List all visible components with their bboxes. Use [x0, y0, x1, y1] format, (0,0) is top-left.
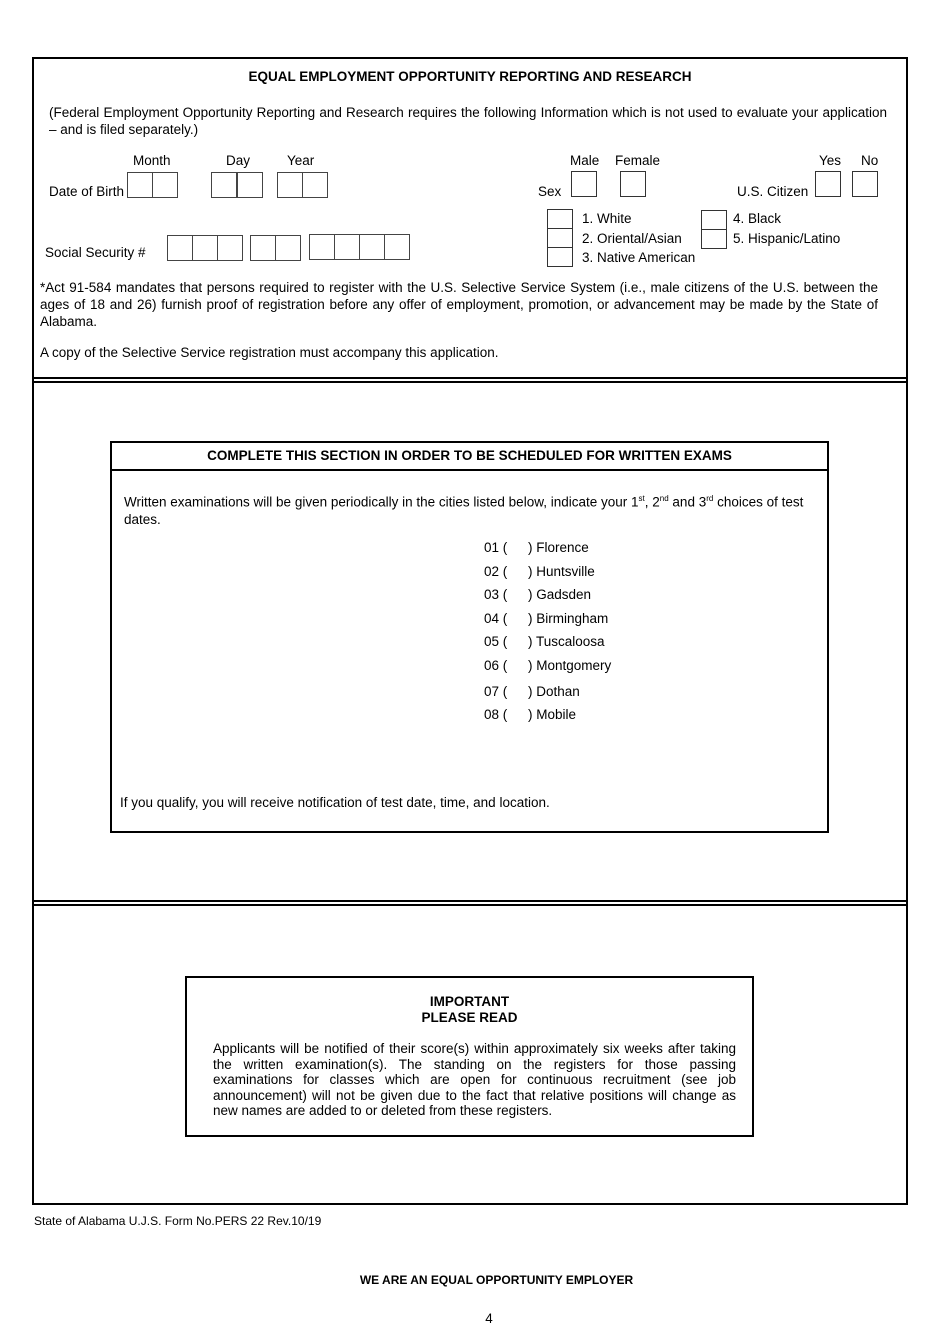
- city-code: 04 (: [484, 610, 508, 626]
- male-checkbox[interactable]: [571, 171, 597, 197]
- city-code: 01 (: [484, 540, 508, 555]
- city-name: ) Montgomery: [528, 657, 612, 673]
- year-label: Year: [287, 153, 315, 168]
- day-label: Day: [226, 153, 251, 168]
- city-name: ) Dothan: [528, 683, 580, 699]
- citizen-yes-checkbox[interactable]: [815, 171, 841, 197]
- eeo-intro: (Federal Employment Opportunity Reporting and Research requires the following Information which is not used to evaluate your application – and is filed separately.): [49, 105, 887, 137]
- race-white-checkbox[interactable]: [547, 209, 573, 229]
- city-code: 06 (: [484, 657, 508, 673]
- text: IMPORTANT: [429, 994, 510, 1009]
- city-name: ) Tuscaloosa: [528, 634, 605, 649]
- exam-title: COMPLETE THIS SECTION IN ORDER TO BE SCHEDULED FOR WRITTEN EXAMS: [207, 448, 732, 463]
- race-native-checkbox[interactable]: [547, 247, 573, 267]
- city-option-huntsville[interactable]: [484, 564, 611, 588]
- text: nd: [659, 494, 669, 503]
- race-label: 2. Oriental/Asian: [582, 231, 682, 246]
- race-label: 3. Native American: [582, 250, 696, 265]
- race-label: 4. Black: [733, 211, 782, 226]
- city-name: ) Mobile: [528, 707, 577, 722]
- city-option-montgomery[interactable]: [484, 658, 611, 684]
- city-list: [484, 540, 611, 731]
- race-label: 5. Hispanic/Latino: [733, 231, 841, 246]
- city-name: ) Florence: [528, 540, 589, 555]
- text: Written examinations will be given periodically in the cities listed below, indicate your 1: [124, 494, 639, 510]
- city-code: 05 (: [484, 634, 508, 649]
- exam-footer: If you qualify, you will receive notification of test date, time, and location.: [120, 795, 550, 810]
- text: rd: [706, 494, 714, 503]
- exam-intro: [124, 490, 814, 528]
- text: PLEASE READ: [421, 1010, 518, 1025]
- divider: [110, 469, 829, 471]
- text: , 2: [644, 494, 660, 510]
- citizen-label: U.S. Citizen: [737, 184, 809, 199]
- eeo-title: EQUAL EMPLOYMENT OPPORTUNITY REPORTING AND RESEARCH: [248, 69, 692, 84]
- form-number: State of Alabama U.J.S. Form No.PERS 22 Rev.10/19: [34, 1214, 322, 1228]
- text: st: [638, 494, 645, 503]
- text: choices of test dates.: [124, 494, 804, 527]
- female-checkbox[interactable]: [620, 171, 646, 197]
- city-option-birmingham[interactable]: [484, 611, 611, 635]
- city-code: 08 (: [484, 707, 508, 722]
- no-label: No: [861, 153, 879, 168]
- city-option-tuscaloosa[interactable]: [484, 634, 611, 658]
- city-name: ) Birmingham: [528, 610, 609, 626]
- ssn-label: Social Security #: [45, 245, 146, 260]
- section-divider: [32, 900, 908, 906]
- female-label: Female: [615, 153, 661, 168]
- yes-label: Yes: [819, 153, 842, 168]
- eoe-statement: WE ARE AN EQUAL OPPORTUNITY EMPLOYER: [359, 1273, 634, 1287]
- dob-label: Date of Birth: [49, 184, 125, 199]
- race-label: 1. White: [582, 211, 632, 226]
- copy-note: A copy of the Selective Service registration must accompany this application.: [40, 345, 499, 360]
- page-number: 4: [485, 1311, 493, 1326]
- race-asian-checkbox[interactable]: [547, 228, 573, 248]
- important-body: Applicants will be notified of their score(s) within approximately six weeks after taking the written examination(s). The standing on the registers for those passing examinations for classes which are open for continuous recruitment (see job announcement) will not be given due to the fact that relative positions will change as new names are added to or deleted from these registers.: [213, 1041, 736, 1119]
- important-title: [185, 994, 754, 1026]
- race-hispanic-checkbox[interactable]: [701, 229, 727, 249]
- race-black-checkbox[interactable]: [701, 210, 727, 230]
- city-option-dothan[interactable]: [484, 684, 611, 708]
- city-option-gadsden[interactable]: [484, 587, 611, 611]
- city-name: ) Gadsden: [528, 587, 592, 602]
- citizen-no-checkbox[interactable]: [852, 171, 878, 197]
- city-code: 07 (: [484, 683, 508, 699]
- act-note: *Act 91-584 mandates that persons required to register with the U.S. Selective Service System (i.e., male citizens of the U.S. between the ages of 18 and 26) furnish proof of registration before any offer of employment, promotion, or advancement may be made by the State of Alabama.: [40, 280, 878, 329]
- month-label: Month: [133, 153, 171, 168]
- city-code: 02 (: [484, 563, 508, 579]
- male-label: Male: [570, 153, 600, 168]
- city-name: ) Huntsville: [528, 563, 595, 579]
- sex-label: Sex: [538, 184, 562, 199]
- section-divider: [32, 377, 908, 383]
- city-option-mobile[interactable]: [484, 707, 611, 731]
- city-option-florence[interactable]: [484, 540, 611, 564]
- city-code: 03 (: [484, 587, 508, 602]
- text: and 3: [668, 494, 707, 510]
